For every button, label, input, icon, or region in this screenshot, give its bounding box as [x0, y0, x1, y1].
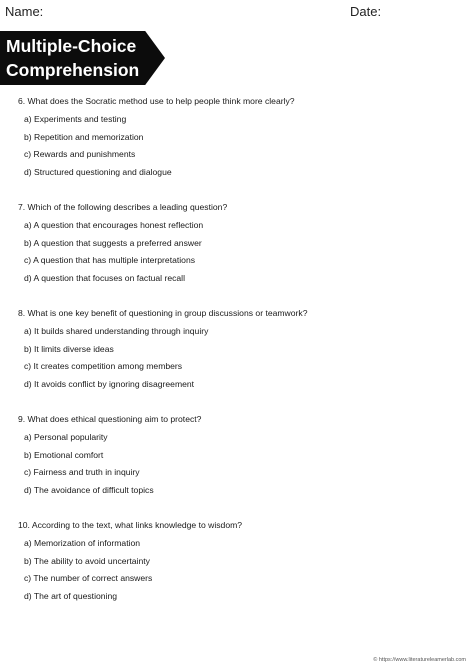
answer-option-b: b) It limits diverse ideas	[24, 343, 114, 354]
answer-option-a: a) Experiments and testing	[24, 113, 127, 124]
answer-option-c: c) Fairness and truth in inquiry	[24, 467, 140, 478]
question-text: 7. Which of the following describes a leading question?	[18, 202, 228, 212]
answer-options	[18, 114, 458, 178]
answer-options	[18, 220, 458, 284]
answer-option-c: c) A question that has multiple interpretations	[24, 255, 196, 266]
page-title-line-2: Comprehension	[6, 60, 140, 80]
answer-options	[18, 538, 458, 602]
answer-option-c: c) Rewards and punishments	[24, 149, 136, 160]
question-text: 9. What does ethical questioning aim to protect?	[18, 414, 202, 424]
answer-options	[18, 432, 458, 496]
answer-option-a: a) Memorization of information	[24, 537, 141, 548]
answer-option-d: d) A question that focuses on factual recall	[24, 273, 185, 284]
answer-option-b: b) Emotional comfort	[24, 449, 104, 460]
answer-option-c: c) The number of correct answers	[24, 573, 153, 584]
answer-option-d: d) The art of questioning	[24, 591, 117, 602]
question-9	[18, 414, 458, 496]
question-text: 10. According to the text, what links knowledge to wisdom?	[18, 520, 243, 530]
question-6	[18, 96, 458, 178]
answer-option-a: a) It builds shared understanding through inquiry	[24, 325, 209, 336]
answer-option-c: c) It creates competition among members	[24, 361, 183, 372]
question-text: 8. What is one key benefit of questioning in group discussions or teamwork?	[18, 308, 308, 318]
answer-option-a: a) A question that encourages honest reflection	[24, 219, 204, 230]
answer-option-b: b) A question that suggests a preferred answer	[24, 237, 202, 248]
date-label: Date:	[350, 4, 382, 19]
footer-credit: © https://www.literatureleamerlab.com	[373, 657, 466, 663]
name-label: Name:	[5, 4, 44, 19]
question-text: 6. What does the Socratic method use to help people think more clearly?	[18, 96, 295, 106]
page-title-line-1: Multiple-Choice	[6, 36, 137, 56]
answer-option-a: a) Personal popularity	[24, 431, 108, 442]
question-7	[18, 202, 458, 284]
question-10	[18, 520, 458, 602]
answer-options	[18, 326, 458, 390]
answer-option-d: d) Structured questioning and dialogue	[24, 167, 172, 178]
answer-option-d: d) It avoids conflict by ignoring disagreement	[24, 379, 195, 390]
answer-option-b: b) Repetition and memorization	[24, 131, 144, 142]
answer-option-b: b) The ability to avoid uncertainty	[24, 555, 150, 566]
answer-option-d: d) The avoidance of difficult topics	[24, 485, 154, 496]
question-8	[18, 308, 458, 390]
